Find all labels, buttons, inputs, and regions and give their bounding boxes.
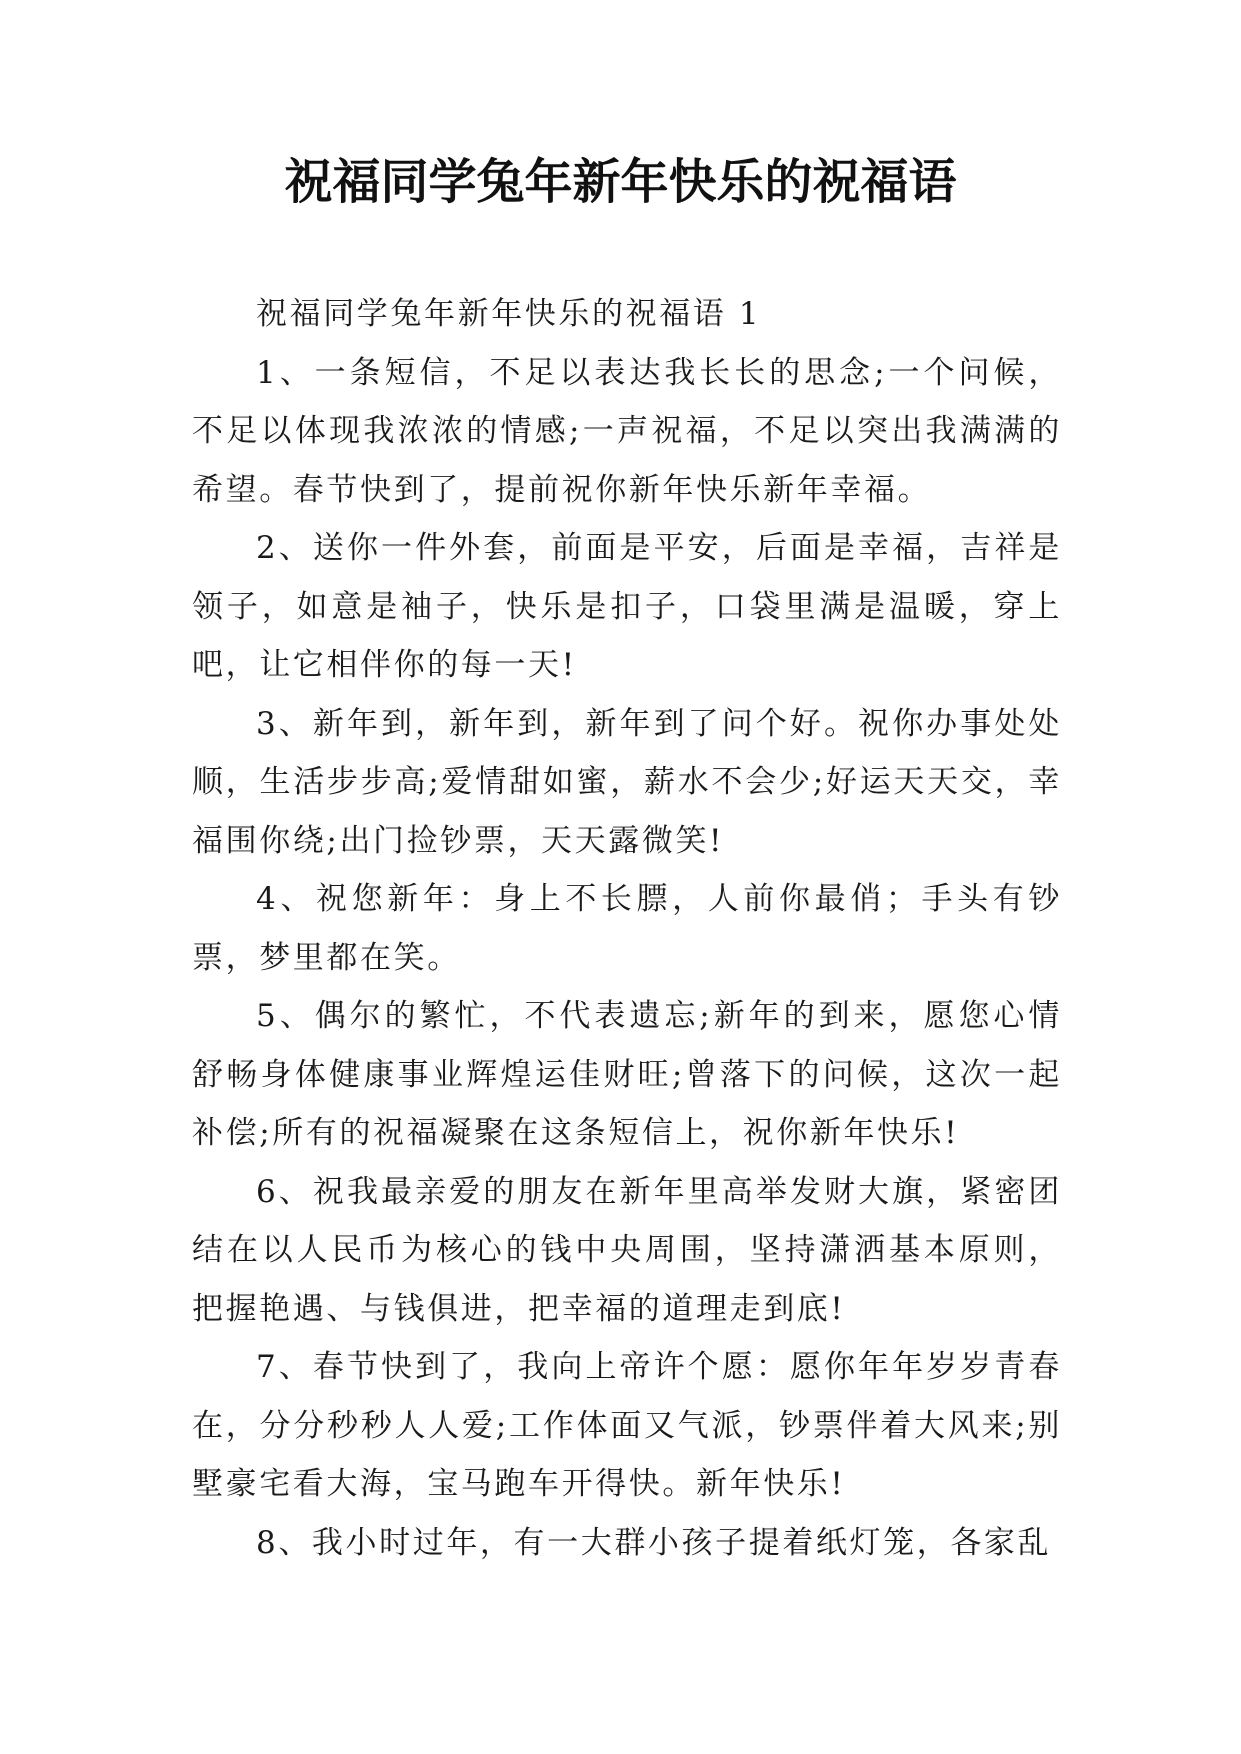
document-body [192,285,1062,1572]
paragraph-1: 1、一条短信，不足以表达我长长的思念;一个问候，不足以体现我浓浓的情感;一声祝福，不足以突出我满满的希望。春节快到了，提前祝你新年快乐新年幸福。 [192,354,1062,508]
subtitle-paragraph: 祝福同学兔年新年快乐的祝福语 1 [256,296,762,332]
paragraph-4: 4、祝您新年：身上不长膘，人前你最俏；手头有钞票，梦里都在笑。 [192,881,1062,976]
paragraph-2: 2、送你一件外套，前面是平安，后面是幸福，吉祥是领子，如意是袖子，快乐是扣子，口袋里满是温暖，穿上吧，让它相伴你的每一天! [192,530,1062,683]
paragraph-6: 6、祝我最亲爱的朋友在新年里高举发财大旗，紧密团结在以人民币为核心的钱中央周围，坚持潇洒基本原则，把握艳遇、与钱俱进，把幸福的道理走到底! [192,1173,1062,1327]
paragraph-3: 3、新年到，新年到，新年到了问个好。祝你办事处处顺，生活步步高;爱情甜如蜜，薪水不会少;好运天天交，幸福围你绕;出门捡钞票，天天露微笑! [192,705,1062,859]
paragraph-8: 8、我小时过年，有一大群小孩子提着纸灯笼，各家乱 [256,1524,1052,1561]
paragraph-7: 7、春节快到了，我向上帝许个愿：愿你年年岁岁青春在，分分秒秒人人爱;工作体面又气派，钞票伴着大风来;别墅豪宅看大海，宝马跑车开得快。新年快乐! [192,1349,1062,1502]
document-title: 祝福同学兔年新年快乐的祝福语 [284,154,957,210]
paragraph-5: 5、偶尔的繁忙，不代表遗忘;新年的到来，愿您心情舒畅身体健康事业辉煌运佳财旺;曾落下的问候，这次一起补偿;所有的祝福凝聚在这条短信上，祝你新年快乐! [192,998,1062,1151]
